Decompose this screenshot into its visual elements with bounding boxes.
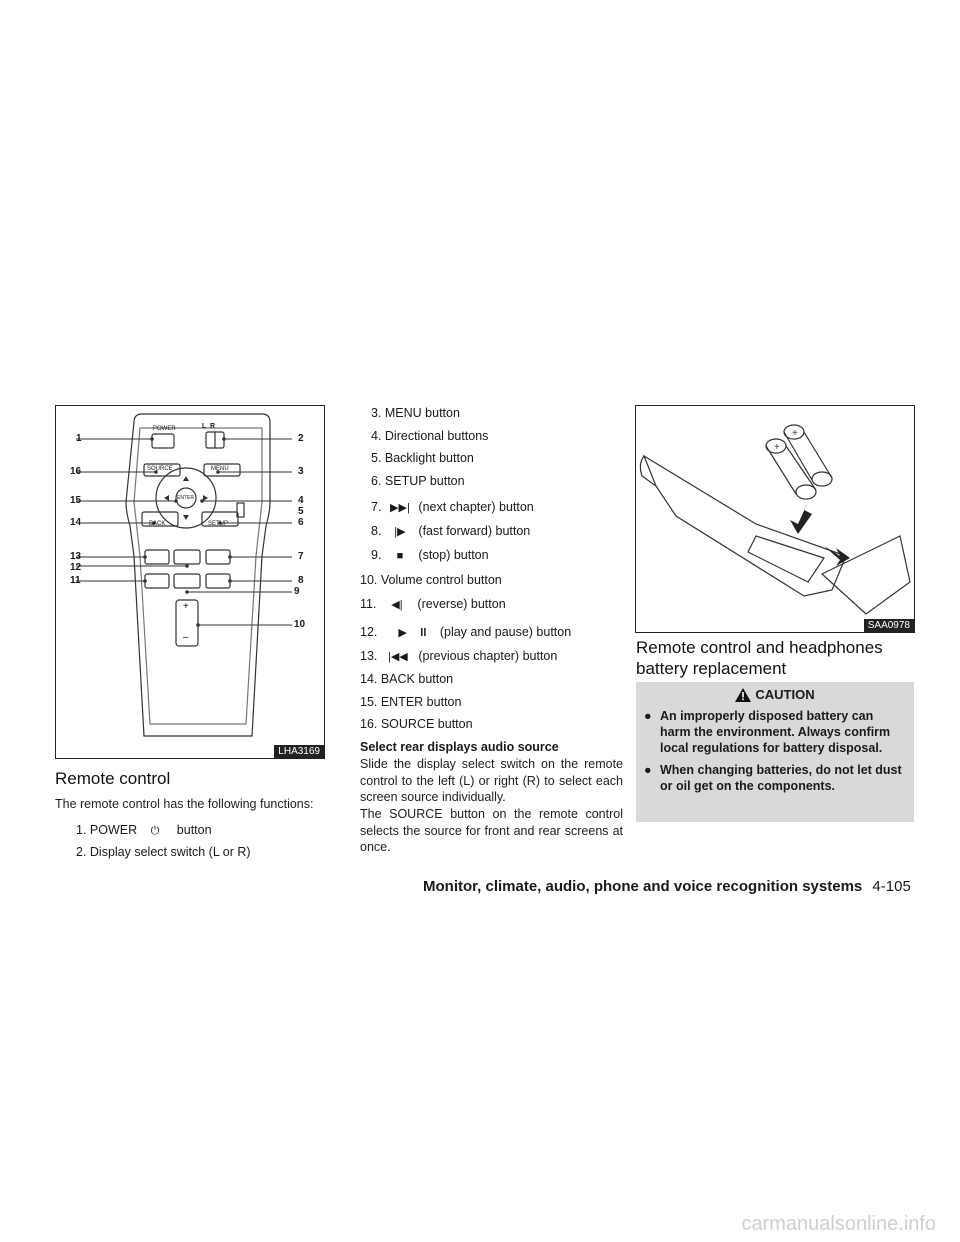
list-item-10: 10. Volume control button [360,573,502,587]
caution-item [644,762,906,794]
list-item-11-number: 11. [360,597,377,611]
list-item-7 [371,499,534,516]
setup-label: SETUP [208,521,229,527]
stop-icon: ■ [396,550,404,562]
list-item-1-label: 1. POWER [76,823,138,837]
power-icon: ⏻ [150,825,160,837]
callout-6: 6 [298,517,304,528]
volume-plus-label: + [183,601,189,612]
svg-text:+: + [774,442,780,453]
callout-9: 9 [294,586,300,597]
next-chapter-icon: ▶▶| [390,502,410,514]
back-label: BACK [149,521,166,527]
callout-15: 15 [70,495,82,506]
callout-16: 16 [70,466,82,477]
bullet-icon: ● [644,763,652,777]
callout-1: 1 [76,433,82,444]
list-item-14: 14. BACK button [360,672,454,686]
list-item-7-number: 7. [371,500,382,514]
callout-14: 14 [70,517,82,528]
list-item-12-number: 12. [360,625,378,639]
select-paragraph-1: Slide the display select switch on the remote control to the left (L) or right (R) to select each screen source individually. [360,757,623,804]
list-item-15: 15. ENTER button [360,695,462,709]
list-item-13 [360,648,557,665]
figure-code: SAA0978 [864,619,914,632]
page-number: 4-105 [872,878,911,895]
callout-8: 8 [298,575,304,586]
callout-7: 7 [298,551,304,562]
caution-text: When changing batteries, do not let dust or oil get on the components. [660,763,902,793]
list-item-6: 6. SETUP button [371,474,465,488]
battery-illustration [636,406,914,632]
svg-text:+: + [792,428,798,439]
caution-text: An improperly disposed battery can harm the environment. Always confirm local regulations for battery disposal. [660,709,891,755]
list-item-13-label: (previous chapter) button [418,649,558,663]
list-item-1 [76,822,212,839]
volume-minus-label: – [183,632,189,643]
list-item-16: 16. SOURCE button [360,717,473,731]
warning-icon [735,688,751,702]
callout-4: 4 [298,495,304,506]
play-icon: ▶ [398,627,407,639]
subheading-select-source: Select rear displays audio source [360,740,559,754]
remote-control-illustration [56,406,324,758]
page-footer [423,878,911,895]
list-item-8-number: 8. [371,524,382,538]
list-item-4: 4. Directional buttons [371,429,489,443]
callout-5: 5 [298,506,304,517]
callout-3: 3 [298,466,304,477]
list-item-2: 2. Display select switch (L or R) [76,845,251,859]
callout-10: 10 [294,619,306,630]
caution-box [636,682,914,822]
source-label: SOURCE [147,466,173,472]
list-item-1-suffix: button [176,823,212,837]
list-item-8 [371,523,530,540]
bullet-icon: ● [644,709,652,723]
intro-text: The remote control has the following functions: [55,797,314,811]
list-item-11-label: (reverse) button [417,597,506,611]
previous-chapter-icon: |◀◀ [387,651,408,663]
list-item-12 [360,624,571,641]
figure-code: LHA3169 [274,745,324,758]
footer-section: Monitor, climate, audio, phone and voice recognition systems [423,878,863,895]
watermark: carmanualsonline.info [741,1213,936,1235]
list-item-12-label: (play and pause) button [439,625,572,639]
reverse-icon: ◀| [391,599,403,611]
callout-2: 2 [298,433,304,444]
enter-label: ENTER [177,495,194,501]
callout-12: 12 [70,562,82,573]
callout-11: 11 [70,575,81,586]
list-item-3: 3. MENU button [371,406,460,420]
list-item-9 [371,547,489,564]
fast-forward-icon: |▶ [394,526,406,538]
pause-icon: ll [420,627,427,639]
list-item-11 [360,596,506,613]
list-item-13-number: 13. [360,649,378,663]
select-paragraph-2: The SOURCE button on the remote control selects the source for front and rear screens at once. [360,807,623,854]
list-item-9-number: 9. [371,548,382,562]
caution-title: CAUTION [755,687,815,702]
lr-label: L R [202,423,216,430]
caution-item [644,708,906,756]
list-item-7-label: (next chapter) button [418,500,534,514]
list-item-5: 5. Backlight button [371,451,474,465]
callout-13: 13 [70,551,82,562]
battery-replacement-figure [635,405,915,633]
list-item-9-label: (stop) button [418,548,489,562]
section-heading-remote-control: Remote control [55,769,171,788]
menu-label: MENU [211,466,229,472]
remote-control-figure [55,405,325,759]
section-heading-battery: Remote control and headphones battery replacement [636,638,883,678]
list-item-8-label: (fast forward) button [418,524,531,538]
power-label: POWER [153,426,176,432]
